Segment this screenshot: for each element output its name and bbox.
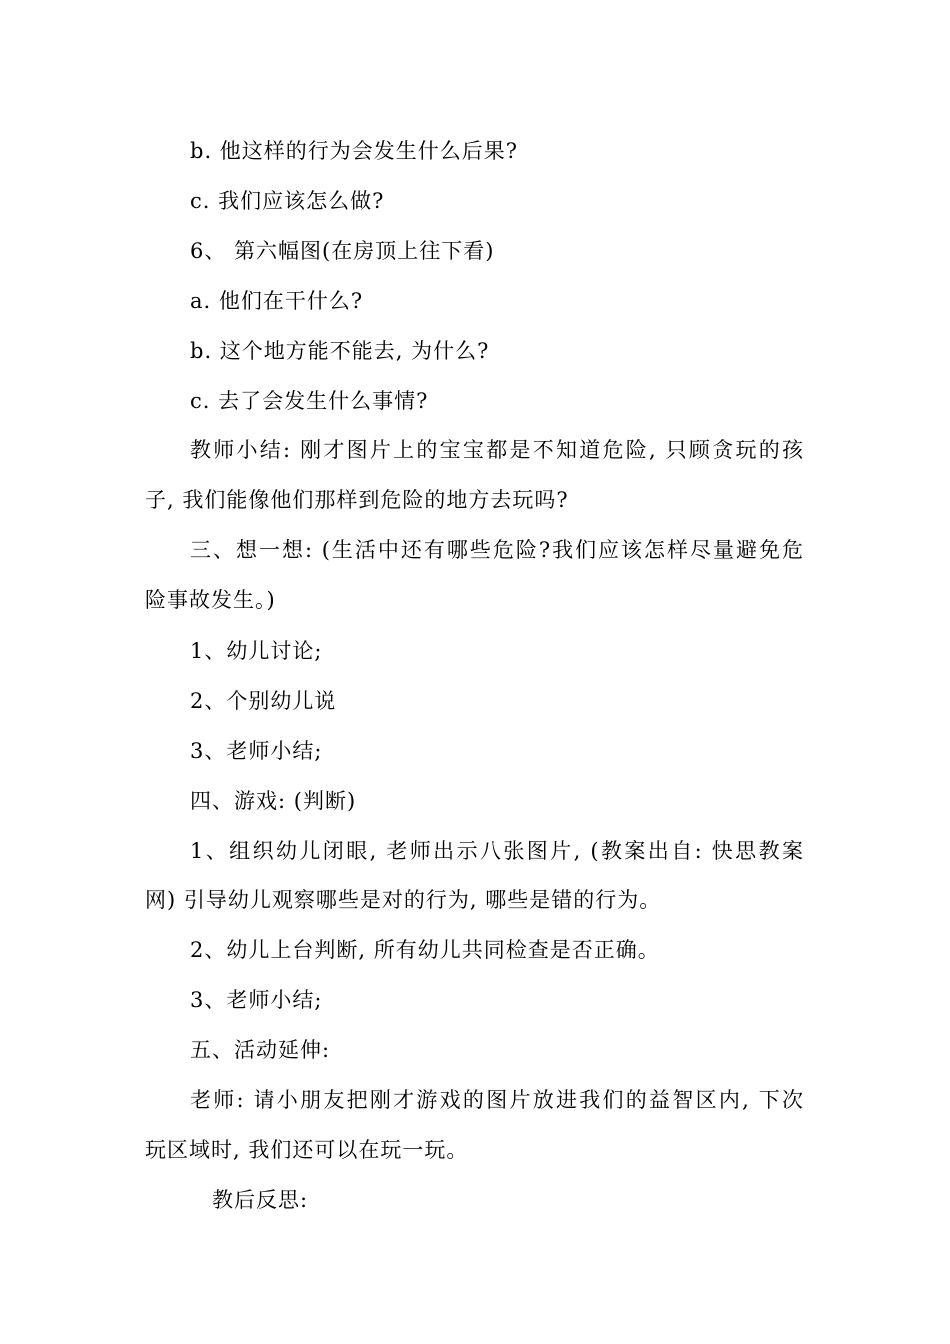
text-line: b. 他这样的行为会发生什么后果? bbox=[190, 139, 519, 163]
text-line: 四、游戏: (判断) bbox=[190, 789, 357, 813]
text-line: 6、 第六幅图(在房顶上往下看) bbox=[190, 239, 495, 263]
text-line: c. 我们应该怎么做? bbox=[190, 189, 385, 213]
text-line: 老师: 请小朋友把刚才游戏的图片放进我们的益智区内, 下次 bbox=[190, 1088, 804, 1112]
text-line: 3、老师小结; bbox=[190, 988, 323, 1012]
text-line: 2、个别幼儿说 bbox=[190, 689, 337, 713]
text-line: 2、幼儿上台判断, 所有幼儿共同检查是否正确。 bbox=[190, 938, 660, 962]
text-line: a. 他们在干什么? bbox=[190, 289, 364, 313]
text-line: 险事故发生。) bbox=[145, 588, 276, 612]
text-line: b. 这个地方能不能去, 为什么? bbox=[190, 339, 490, 363]
text-line: 三、想一想: (生活中还有哪些危险?我们应该怎样尽量避免危 bbox=[190, 538, 804, 562]
text-line: 玩区域时, 我们还可以在玩一玩。 bbox=[145, 1138, 469, 1162]
text-line: 教后反思: bbox=[212, 1188, 309, 1212]
text-line: 3、老师小结; bbox=[190, 739, 323, 763]
text-line: 子, 我们能像他们那样到危险的地方去玩吗? bbox=[145, 488, 569, 512]
text-line: 1、组织幼儿闭眼, 老师出示八张图片, (教案出自: 快思教案 bbox=[190, 839, 804, 863]
text-line: 五、活动延伸: bbox=[190, 1038, 331, 1062]
text-line: c. 去了会发生什么事情? bbox=[190, 389, 429, 413]
text-line: 教师小结: 刚才图片上的宝宝都是不知道危险, 只顾贪玩的孩 bbox=[190, 438, 804, 462]
text-line: 1、幼儿讨论; bbox=[190, 639, 323, 663]
text-line: 网) 引导幼儿观察哪些是对的行为, 哪些是错的行为。 bbox=[145, 888, 662, 912]
